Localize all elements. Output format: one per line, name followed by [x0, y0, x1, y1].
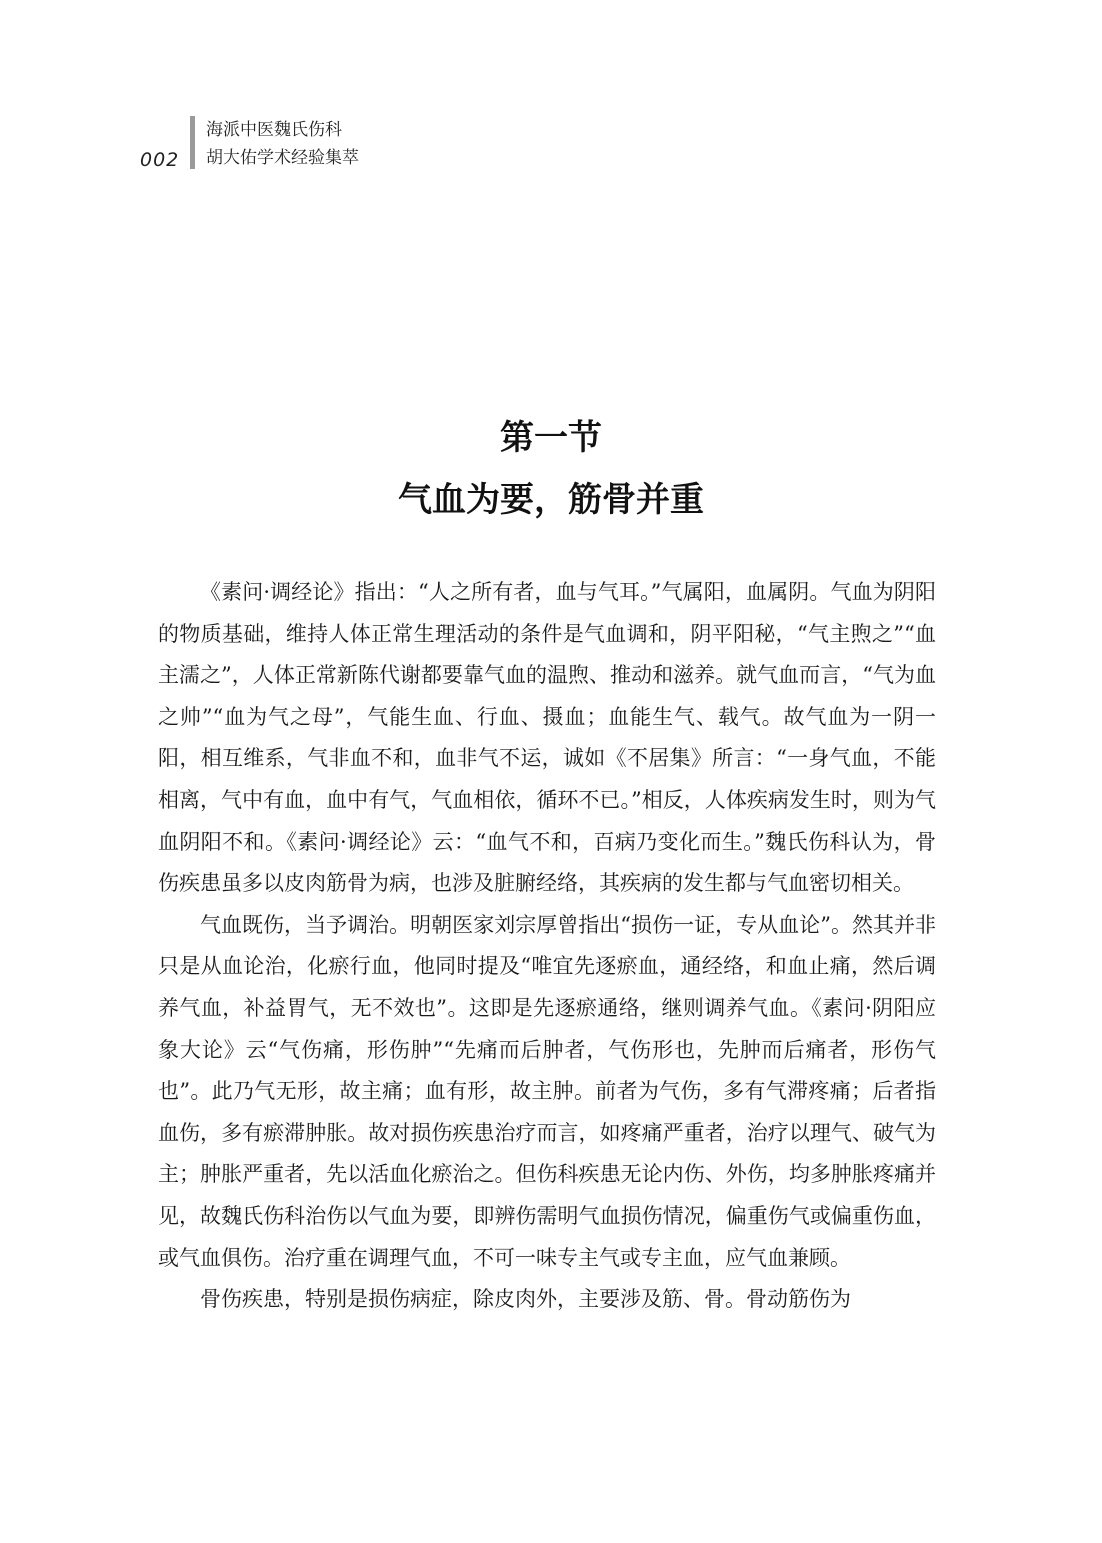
paragraph: 气血既伤，当予调治。明朝医家刘宗厚曾指出“损伤一证，专从血论”。然其并非只是从血论治，化瘀行血，他同时提及“唯宜先逐瘀血，通经络，和血止痛，然后调养气血，补益胃气，无不效也”。这即是先逐瘀通络，继则调养气血。《素问·阴阳应象大论》云“气伤痛，形伤肿”“先痛而后肿者，气伤形也，先肿而后痛者，形伤气也”。此乃气无形，故主痛；血有形，故主肿。前者为气伤，多有气滞疼痛；后者指血伤，多有瘀滞肿胀。故对损伤疾患治疗而言，如疼痛严重者，治疗以理气、破气为主；肿胀严重者，先以活血化瘀治之。但伤科疾患无论内伤、外伤，均多肿胀疼痛并见，故魏氏伤科治伤以气血为要，即辨伤需明气血损伤情况，偏重伤气或偏重伤血，或气血俱伤。治疗重在调理气血，不可一味专主气或专主血，应气血兼顾。 [158, 912, 936, 1270]
header-divider-bar [190, 116, 195, 169]
running-header [140, 116, 540, 172]
book-title: 海派中医魏氏伤科 [206, 120, 342, 140]
book-subtitle: 胡大佑学术经验集萃 [206, 148, 359, 168]
body-text [158, 572, 936, 1321]
page-number: 002 [140, 149, 180, 171]
paragraph: 骨伤疾患，特别是损伤病症，除皮肉外，主要涉及筋、骨。骨动筋伤为 [200, 1287, 851, 1312]
section-title: 气血为要，筋骨并重 [398, 480, 704, 520]
paragraph: 《素问·调经论》指出：“人之所有者，血与气耳。”气属阳，血属阴。气血为阴阳的物质基础，维持人体正常生理活动的条件是气血调和，阴平阳秘，“气主煦之”“血主濡之”，人体正常新陈代谢都要靠气血的温煦、推动和滋养。就气血而言，“气为血之帅”“血为气之母”，气能生血、行血、摄血；血能生气、载气。故气血为一阴一阳，相互维系，气非血不和，血非气不运，诚如《不居集》所言：“一身气血，不能相离，气中有血，血中有气，气血相依，循环不已。”相反，人体疾病发生时，则为气血阴阳不和。《素问·调经论》云：“血气不和，百病乃变化而生。”魏氏伤科认为，骨伤疾患虽多以皮肉筋骨为病，也涉及脏腑经络，其疾病的发生都与气血密切相关。 [158, 580, 936, 896]
section-number: 第一节 [500, 418, 602, 458]
